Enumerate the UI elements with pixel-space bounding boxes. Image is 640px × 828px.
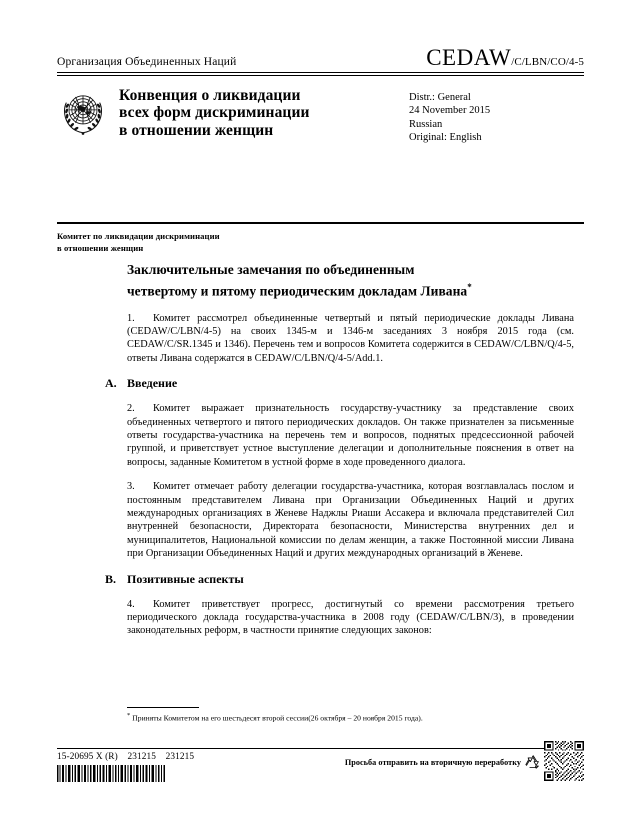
title-footnote-marker: * [467, 281, 472, 292]
paragraph-1-text: Комитет рассмотрел объединенные четвертый и пятый периодические доклады Ливана (CEDAW/C/LBN/4-5) на своих 1345-м и 1346-м заседаниях 3 ноября 2015 года (см. CEDAW/C/SR.1345 и 1346). Перечень тем и вопросов Комитета содержится в CEDAW/C/LBN/Q/4-5, ответы Ливана содержатся в CEDAW/C/LBN/Q/4-5/Add.1. [127, 312, 574, 364]
page-title-line-1: Заключительные замечания по объединенным [127, 262, 415, 277]
qr-code-icon [544, 741, 584, 781]
paragraph-1-number: 1. [127, 312, 135, 324]
paragraph-2 [127, 402, 574, 469]
footer-separator [57, 748, 584, 749]
recycle-notice [345, 752, 540, 769]
page-title [127, 262, 574, 300]
convention-title-line-1: Конвенция о ликвидации [119, 86, 301, 104]
paragraph-2-number: 2. [127, 403, 135, 415]
masthead-rule-upper [57, 72, 584, 73]
distribution-type: Distr.: General [409, 91, 471, 103]
emblem-container [57, 85, 119, 145]
convention-title-line-3: в отношении женщин [119, 121, 274, 139]
footnote-text: Приняты Комитетом на его шестьдесят второй сессии(26 октября – 20 ноября 2015 года). [132, 713, 423, 723]
masthead [57, 47, 584, 145]
recycle-text: Просьба отправить на вторичную переработку [344, 757, 521, 767]
paragraph-4-text: Комитет приветствует прогресс, достигнутый со времени рассмотрения третьего периодического доклада государства-участника в 2008 году (CEDAW/C/LBN/3), в проведении законодательных реформ, в частности принятие следующих законов: [127, 598, 574, 637]
page-title-line-2: четвертому и пятому периодическим докладам Ливана [127, 283, 468, 298]
paragraph-2-text: Комитет выражает признательность государству-участнику за представление своих объединенных четвертого и пятого периодических докладов. Он также признателен за письменные ответы государства-участника на перечень тем и вопросов, поднятых предсессионной рабочей группой, и приветствует устное выступление делегации и дополнительные пояснения в ответ на вопросы, заданные Комитетом в устной форме в ходе проведенного диалога. [127, 403, 574, 468]
convention-title-line-2: всех форм дискриминации [119, 104, 310, 121]
footnote-block [127, 707, 574, 724]
paragraph-1 [127, 312, 574, 366]
footnote-content [127, 711, 574, 724]
document-symbol-suffix: /C/LBN/CO/4-5 [511, 56, 584, 68]
document-symbol [426, 46, 584, 69]
distribution-original: Original: English [409, 132, 482, 143]
paragraph-3-number: 3. [127, 481, 135, 493]
section-a-letter: A. [105, 376, 117, 391]
masthead-top-row [57, 47, 584, 69]
document-content [105, 262, 574, 649]
un-emblem-icon [57, 87, 109, 139]
paragraph-4-number: 4. [127, 598, 135, 610]
section-b-title: Позитивные аспекты [127, 571, 244, 586]
page-footer [57, 752, 584, 782]
job-number: 15-20695 X (R) 231215 231215 [57, 752, 195, 762]
committee-name [57, 230, 387, 254]
distribution-language: Russian [409, 118, 443, 130]
job-number-block [57, 752, 194, 782]
footer-right-block [345, 752, 584, 781]
convention-title [119, 85, 407, 145]
document-symbol-main: CEDAW [426, 45, 512, 70]
section-a-title: Введение [127, 376, 178, 391]
recycle-icon [525, 755, 540, 769]
barcode-icon [57, 765, 165, 782]
masthead-rule-lower [57, 75, 584, 76]
paragraph-3-text: Комитет отмечает работу делегации государства-участника, которая возглавлалась послом и постоянным представителем Ливана при Организации Объединенных Наций и других международных организациях в Женеве Наджлы Риаши Ассакера и включала представителей Сил внутренней безопасности, Директората безопасности, Министерства внутренних дел и муниципалитетов, Национальной комиссии по делам женщин, а также Постоянной миссии Ливана при Организации Объединенных Наций и других международных организаций в Женеве. [127, 481, 574, 560]
footnote-separator [127, 707, 199, 708]
section-b-letter: B. [105, 571, 117, 586]
organization-name: Организация Объединенных Наций [57, 55, 237, 68]
section-heading-a [105, 376, 574, 391]
section-heading-b [105, 571, 574, 587]
footnote-marker: * [127, 712, 131, 719]
masthead-body-row [57, 85, 584, 145]
committee-name-line-1: Комитет по ликвидации дискриминации [57, 231, 220, 241]
paragraph-3 [127, 480, 574, 560]
distribution-block [407, 85, 584, 145]
committee-rule [57, 222, 584, 224]
distribution-date: 24 November 2015 [409, 105, 491, 116]
committee-name-line-2: в отношении женщин [57, 243, 144, 253]
paragraph-4 [127, 598, 574, 638]
